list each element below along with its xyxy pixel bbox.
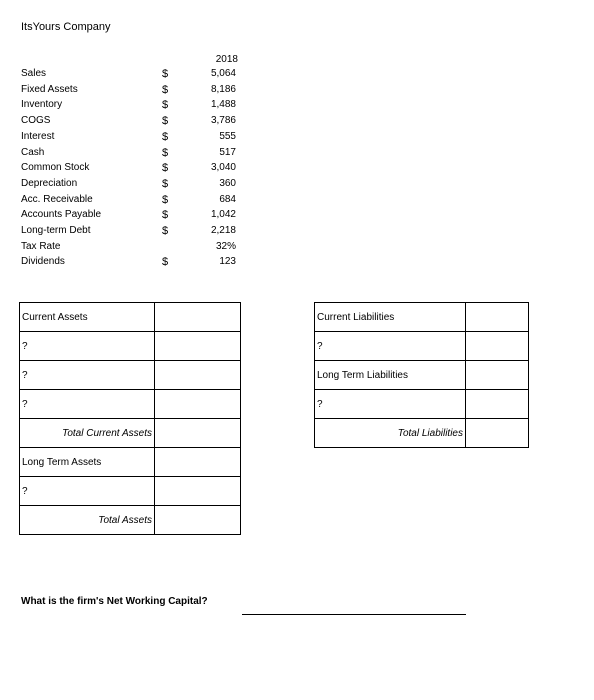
financial-row (0, 178, 260, 194)
liabilities-row (315, 419, 529, 448)
financial-row (0, 194, 260, 210)
financial-value: 1,488 (210, 99, 236, 111)
currency-symbol: $ (162, 83, 169, 96)
liabilities-value-cell[interactable] (466, 390, 529, 419)
assets-value-cell[interactable] (155, 332, 241, 361)
financial-label: Interest (21, 130, 55, 142)
financial-value: 8,186 (210, 83, 236, 95)
assets-value-cell[interactable] (155, 303, 241, 332)
liabilities-row (315, 303, 529, 332)
currency-symbol: $ (162, 177, 169, 190)
year-header: 2018 (215, 54, 238, 65)
currency-symbol: $ (162, 256, 169, 269)
currency-symbol: $ (162, 68, 169, 80)
financial-value: 3,040 (210, 162, 236, 174)
answer-line[interactable] (242, 614, 466, 615)
financial-row (0, 68, 260, 84)
assets-label: ? (20, 361, 155, 390)
liabilities-label: Current Liabilities (315, 303, 466, 332)
assets-row (20, 303, 241, 332)
currency-symbol: $ (162, 146, 169, 159)
financial-value: 3,786 (210, 115, 236, 127)
financial-row (0, 84, 260, 100)
assets-label: Total Assets (20, 506, 155, 535)
financial-label: Dividends (21, 256, 65, 268)
financial-label: Acc. Receivable (21, 193, 93, 205)
liabilities-label: Long Term Liabilities (315, 361, 466, 390)
financial-value: 517 (219, 146, 236, 158)
financial-label: Common Stock (21, 162, 90, 174)
financial-row (0, 241, 260, 257)
financial-row (0, 99, 260, 115)
financial-row (0, 115, 260, 131)
liabilities-value-cell[interactable] (466, 332, 529, 361)
assets-label: ? (20, 477, 155, 506)
financial-label: Fixed Assets (21, 83, 78, 95)
assets-label: Total Current Assets (20, 419, 155, 448)
assets-value-cell[interactable] (155, 390, 241, 419)
financial-label: COGS (21, 115, 51, 127)
assets-label: ? (20, 332, 155, 361)
financial-value: 123 (219, 256, 236, 268)
financial-row (0, 131, 260, 147)
financial-label: Long-term Debt (21, 225, 91, 236)
assets-value-cell[interactable] (155, 419, 241, 448)
assets-value-cell[interactable] (155, 477, 241, 506)
financial-value: 684 (219, 193, 236, 205)
financial-value: 2,218 (210, 225, 236, 236)
financial-label: Inventory (21, 99, 63, 111)
liabilities-value-cell[interactable] (466, 419, 529, 448)
financial-row (0, 162, 260, 178)
liabilities-row (315, 332, 529, 361)
financial-row (0, 209, 260, 225)
assets-row (20, 419, 241, 448)
currency-symbol: $ (162, 162, 169, 175)
currency-symbol: $ (162, 115, 169, 128)
financial-label: Depreciation (21, 177, 78, 189)
currency-symbol: $ (162, 193, 169, 206)
financial-label: Cash (21, 146, 45, 158)
liabilities-label: Total Liabilities (315, 419, 466, 448)
assets-row (20, 361, 241, 390)
assets-label: Current Assets (20, 303, 155, 332)
financial-label: Tax Rate (21, 240, 61, 252)
assets-row (20, 477, 241, 506)
liabilities-label: ? (315, 332, 466, 361)
financial-value: 1,042 (210, 209, 236, 221)
currency-symbol: $ (162, 99, 169, 112)
financial-row (0, 147, 260, 163)
assets-row (20, 390, 241, 419)
liabilities-value-cell[interactable] (466, 361, 529, 390)
financial-label: Sales (21, 68, 47, 79)
liabilities-value-cell[interactable] (466, 303, 529, 332)
currency-symbol: $ (162, 130, 169, 143)
financial-row (0, 256, 260, 272)
assets-value-cell[interactable] (155, 361, 241, 390)
currency-symbol: $ (162, 209, 169, 222)
assets-value-cell[interactable] (155, 506, 241, 535)
liabilities-row (315, 390, 529, 419)
financial-value: 32% (215, 240, 236, 252)
assets-label: ? (20, 390, 155, 419)
assets-table (19, 302, 241, 535)
financial-value: 360 (219, 177, 236, 189)
net-working-capital-question: What is the firm's Net Working Capital? (21, 596, 208, 607)
assets-value-cell[interactable] (155, 448, 241, 477)
assets-row (20, 332, 241, 361)
liabilities-table (314, 302, 529, 448)
financial-row (0, 225, 260, 241)
assets-row (20, 448, 241, 477)
liabilities-label: ? (315, 390, 466, 419)
currency-symbol: $ (162, 225, 169, 237)
assets-row (20, 506, 241, 535)
financial-value: 555 (219, 130, 236, 142)
financial-value: 5,064 (210, 68, 236, 79)
financial-label: Accounts Payable (21, 209, 102, 221)
company-name: ItsYours Company (21, 21, 111, 33)
liabilities-row (315, 361, 529, 390)
assets-label: Long Term Assets (20, 448, 155, 477)
